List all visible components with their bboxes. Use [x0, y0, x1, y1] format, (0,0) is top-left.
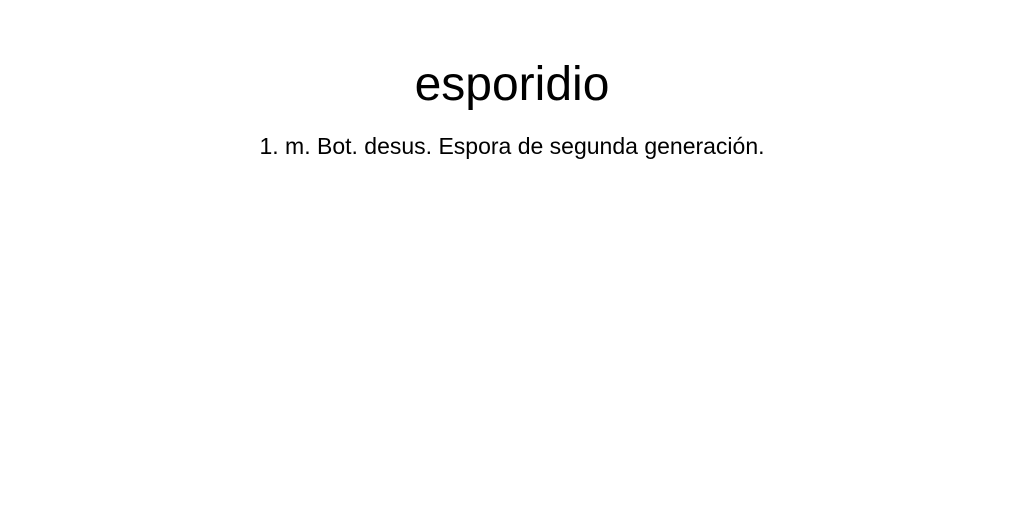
headword: esporidio: [414, 58, 610, 111]
definition: 1. m. Bot. desus. Espora de segunda generación.: [259, 133, 765, 159]
